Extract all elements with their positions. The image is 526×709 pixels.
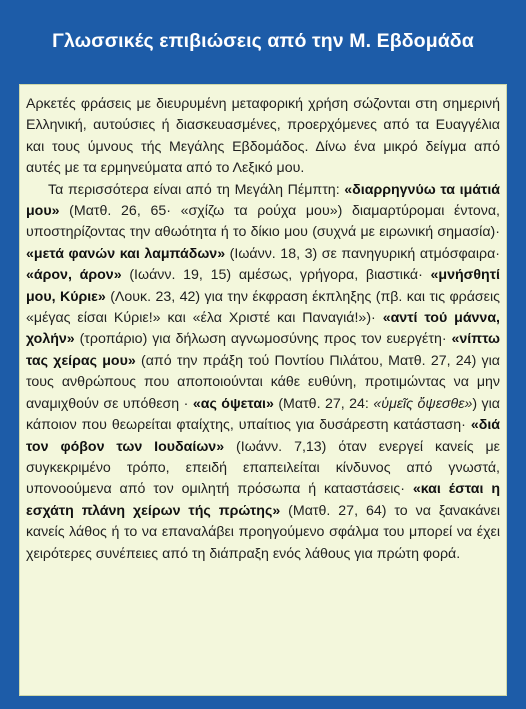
bold-phrase: «μνήσθητί μου, Κύριε»: [26, 267, 500, 305]
article-title: Γλωσσικές επιβιώσεις από την Μ. Εβδομάδα: [52, 29, 474, 52]
bold-phrase: «διά τον φόβον των Ιουδαίων»: [26, 417, 500, 455]
bold-phrase: «αντί τού μάννα, χολήν»: [26, 310, 500, 348]
bold-phrase: «άρον, άρον»: [26, 267, 122, 284]
text-run: (από την πράξη τού Ποντίου Πιλάτου, Ματθ. 27, 24) για τους ανθρώπους που αποποιούνται κάθε ευθύνη, προτιμώντας να μην αναμιχθούν σε υπόθεση ·: [26, 352, 500, 412]
text-run: (Ματθ. 27, 64) το να ξανακάνει κανείς λάθος ή το να επαναλάβει προηγούμενο σφάλμα του μπορεί να έχει χειρότερες συνέπειες από τη διάπραξη ενός λάθους για πρώτη φορά.: [26, 502, 501, 562]
text-run: Τα περισσότερα είναι από τη Μεγάλη Πέμπτη:: [48, 181, 345, 198]
text-run: (τροπάριο) για δήλωση αγνωμοσύνης προς τον ευεργέτη·: [74, 331, 452, 348]
text-run: (Ιωάνν. 18, 3) σε πανηγυρική ατμόσφαιρα·: [225, 245, 500, 262]
text-run: (Λουκ. 23, 42) για την έκφραση έκπληξης (πβ. και τις φράσεις «μέγας είσαι Κύριε!» και «έλα Χριστέ και Παναγιά!»)·: [26, 288, 500, 327]
bold-phrase: «και έσται η εσχάτη πλάνη χείρων τής πρώτης»: [26, 481, 500, 519]
paragraph: [26, 94, 500, 180]
text-run: ) για κάποιον που θεωρείται φταίχτης, υπαίτιος για δυσάρεστη κατάσταση·: [26, 395, 500, 434]
bold-phrase: «νίπτω τας χείρας μου»: [26, 331, 500, 369]
bold-phrase: «ας όψεται»: [192, 395, 274, 412]
text-run: (Ματθ. 27, 24:: [273, 395, 374, 412]
text-run: Αρκετές φράσεις με διευρυμένη μεταφορική χρήση σώζονται στη σημερινή Ελληνική, αυτούσιες ή διασκευασμένες, προερχόμενες από τα Ευαγγέλια και τους ύμνους τής Μεγάλης Εβδομάδος. Δίνω ένα μικρό δείγμα από αυτές με τα ερμηνεύματα από το Λεξικό μου.: [26, 96, 500, 177]
article-body: [19, 84, 507, 696]
paragraph: [26, 180, 500, 565]
text-run: (Ματθ. 26, 65· «σχίζω τα ρούχα μου») διαμαρτύρομαι έντονα, υποστηρίζοντας την αθωότητα ή το δίκιο μου (συχνά με ειρωνική σημασία)·: [26, 203, 500, 241]
italic-phrase: «ὑμεῖς ὄψεσθε»: [373, 395, 473, 412]
text-run: (Ιωάνν. 19, 15) αμέσως, γρήγορα, βιαστικά·: [121, 267, 431, 284]
text-run: (Ιωάνν. 7,13) όταν ενεργεί κανείς με συγκεκριμένο τρόπο, επειδή επαπειλείται κίνδυνος από γνωστά, υπονοούμενα από τον ομιλητή πρόσωπα ή καταστάσεις·: [26, 438, 501, 498]
bold-phrase: «διαρρηγνύω τα ιμάτιά μου»: [26, 181, 500, 220]
bold-phrase: «μετά φανών και λαμπάδων»: [26, 245, 226, 262]
